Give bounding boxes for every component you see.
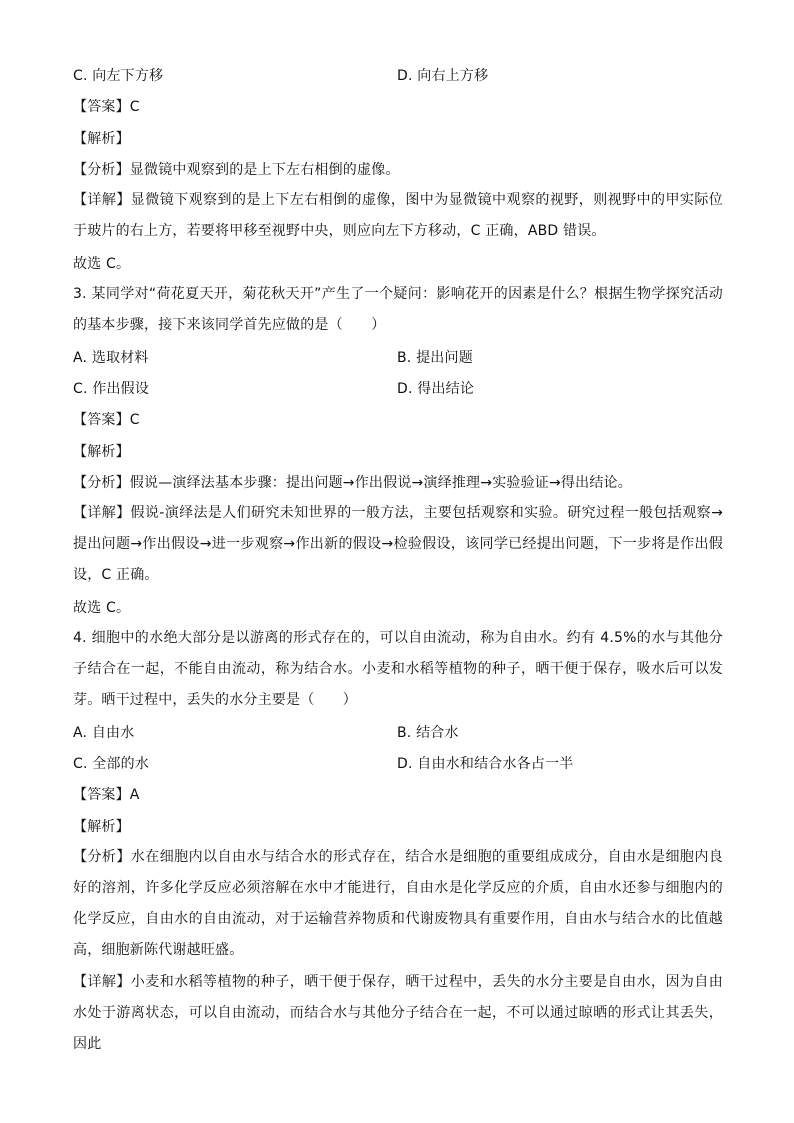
q3-option-a: A. 选取材料 [73, 350, 149, 366]
q4-option-a: A. 自由水 [73, 725, 135, 741]
q3-fenxi: 【分析】假说—演绎法基本步骤：提出问题→作出假说→演绎推理→实验验证→得出结论。 [73, 475, 632, 491]
q3-answer: 【答案】C [73, 412, 140, 428]
q4-fenxi: 【分析】水在细胞内以自由水与结合水的形式存在，结合水是细胞的重要组成成分，自由水是细胞内良好的溶剂，许多化学反应必须溶解在水中才能进行，自由水是化学反应的介质，自由水还参与细胞内的化学反应，自由水的自由流动，对于运输营养物质和代谢废物具有重要作用，自由水与结合水的比值越高，细胞新陈代谢越旺盛。 [73, 849, 723, 958]
q2-conclusion: 故选 C。 [73, 256, 131, 272]
q4-option-c: C. 全部的水 [73, 756, 150, 772]
q3-option-d: D. 得出结论 [397, 381, 475, 397]
q3-option-c: C. 作出假设 [73, 381, 150, 397]
q4-option-b: B. 结合水 [397, 725, 459, 741]
q3-analysis-label: 【解析】 [73, 444, 130, 460]
q2-analysis-label: 【解析】 [73, 131, 130, 147]
q4-stem: 4. 细胞中的水绝大部分是以游离的形式存在的，可以自由流动，称为自由水。约有 4.5%的水与其他分子结合在一起，不能自由流动，称为结合水。小麦和水稻等植物的种子，晒干便于保存，吸水后可以发芽。晒干过程中，丢失的水分主要是（ ） [73, 630, 723, 708]
q2-option-d: D. 向右上方移 [397, 68, 489, 84]
q2-xiangjie: 【详解】显微镜下观察到的是上下左右相倒的虚像，图中为显微镜中观察的视野，则视野中的甲实际位于玻片的右上方，若要将甲移至视野中央，则应向左下方移动，C 正确，ABD 错误。 [73, 192, 723, 239]
q2-option-c: C. 向左下方移 [73, 68, 164, 84]
q4-xiangjie: 【详解】小麦和水稻等植物的种子，晒干便于保存，晒干过程中，丢失的水分主要是自由水，因为自由水处于游离状态，可以自由流动，而结合水与其他分子结合在一起，不可以通过晾晒的形式让其丢失，因此 [73, 974, 723, 1052]
q2-fenxi: 【分析】显微镜中观察到的是上下左右相倒的虚像。 [73, 162, 400, 178]
q4-answer: 【答案】A [73, 787, 140, 803]
q4-option-d: D. 自由水和结合水各占一半 [397, 756, 574, 772]
q2-answer: 【答案】C [73, 99, 140, 115]
q3-option-b: B. 提出问题 [397, 350, 473, 366]
q3-xiangjie: 【详解】假说-演绎法是人们研究未知世界的一般方法，主要包括观察和实验。研究过程一般包括观察→提出问题→作出假设→进一步观察→作出新的假设→检验假设，该同学已经提出问题，下一步将是作出假设，C 正确。 [73, 505, 723, 583]
q3-stem: 3. 某同学对“荷花夏天开，菊花秋天开”产生了一个疑问：影响花开的因素是什么？根据生物学探究活动的基本步骤，接下来该同学首先应做的是（ ） [73, 286, 723, 333]
q3-conclusion: 故选 C。 [73, 600, 131, 616]
q4-analysis-label: 【解析】 [73, 819, 130, 835]
